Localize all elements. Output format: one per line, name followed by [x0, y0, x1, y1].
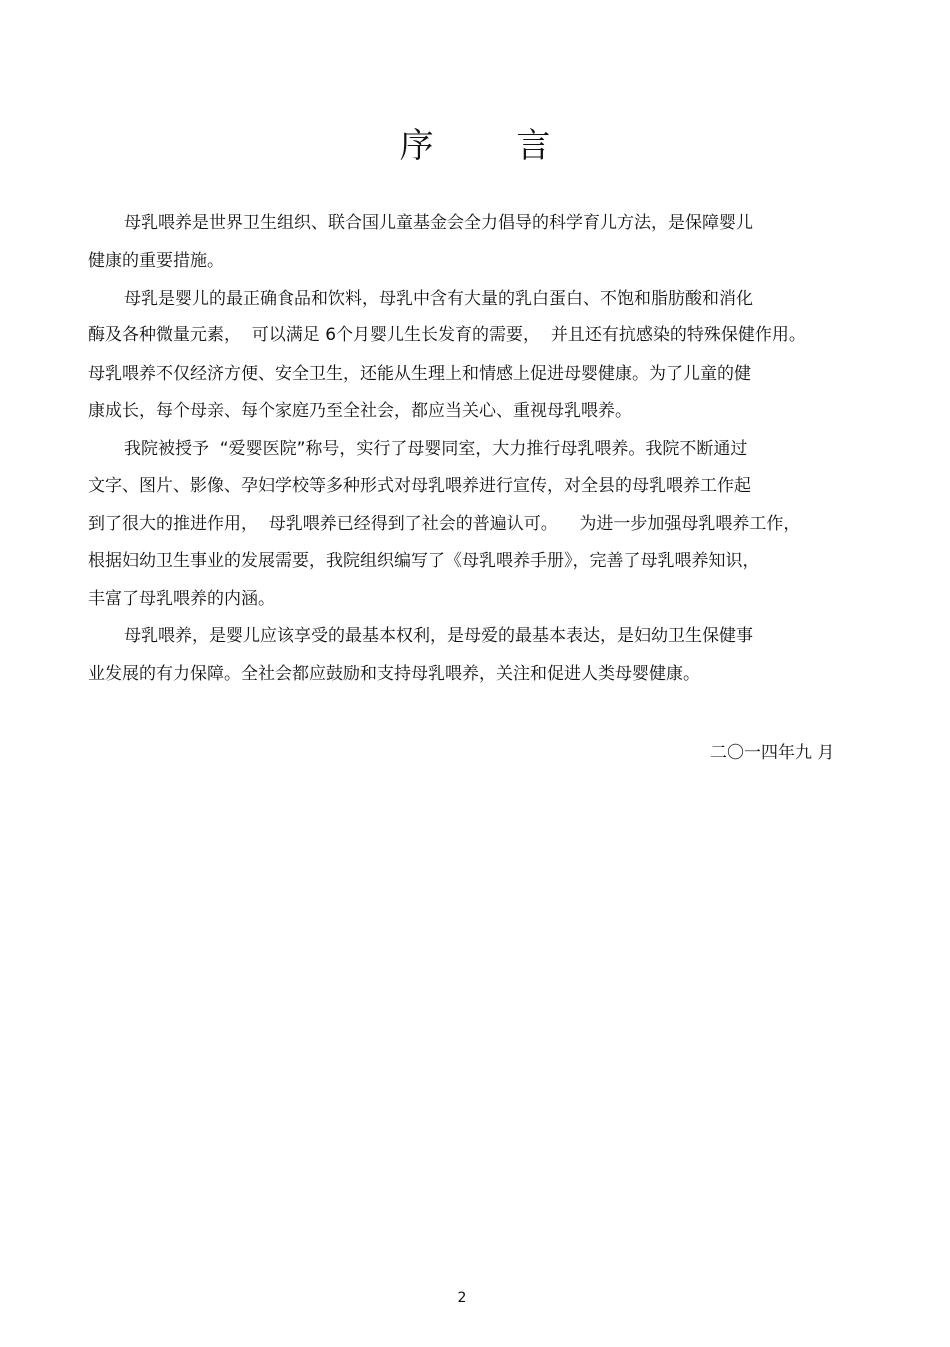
- text-line: 丰富了母乳喂养的内涵。: [88, 589, 275, 609]
- text-line: 母乳喂养是世界卫生组织、联合国儿童基金会全力倡导的科学育儿方法，是保障婴儿: [124, 213, 753, 233]
- text-line: 我院被授予 “爱婴医院”称号，实行了母婴同室，大力推行母乳喂养。我院不断通过: [124, 439, 748, 459]
- text-line: 业发展的有力保障。全社会都应鼓励和支持母乳喂养，关注和促进人类母婴健康。: [88, 664, 700, 684]
- text-line: 酶及各种微量元素， 可以满足 6个月婴儿生长发育的需要， 并且还有抗感染的特殊保健作用。: [88, 325, 806, 345]
- text-line: 母乳喂养不仅经济方便、安全卫生，还能从生理上和情感上促进母婴健康。为了儿童的健: [88, 364, 751, 384]
- text-line: 根据妇幼卫生事业的发展需要，我院组织编写了《母乳喂养手册》，完善了母乳喂养知识，: [88, 551, 760, 571]
- text-line: 康成长，每个母亲、每个家庭乃至全社会，都应当关心、重视母乳喂养。: [88, 401, 632, 421]
- text-line: 健康的重要措施。: [88, 251, 224, 271]
- page-number: 2: [457, 1290, 467, 1306]
- text-line: 文字、图片、影像、孕妇学校等多种形式对母乳喂养进行宣传，对全县的母乳喂养工作起: [88, 476, 751, 496]
- signature-date: 二〇一四年九 月: [710, 743, 835, 763]
- text-line: 母乳喂养，是婴儿应该享受的最基本权利，是母爱的最基本表达，是妇幼卫生保健事: [124, 626, 753, 646]
- text-line: 到了很大的推进作用， 母乳喂养已经得到了社会的普遍认可。 为进一步加强母乳喂养工作，: [88, 514, 801, 534]
- text-line: 母乳是婴儿的最正确食品和饮料，母乳中含有大量的乳白蛋白、不饱和脂肪酸和消化: [124, 289, 753, 309]
- page-title: 序 言: [399, 126, 587, 166]
